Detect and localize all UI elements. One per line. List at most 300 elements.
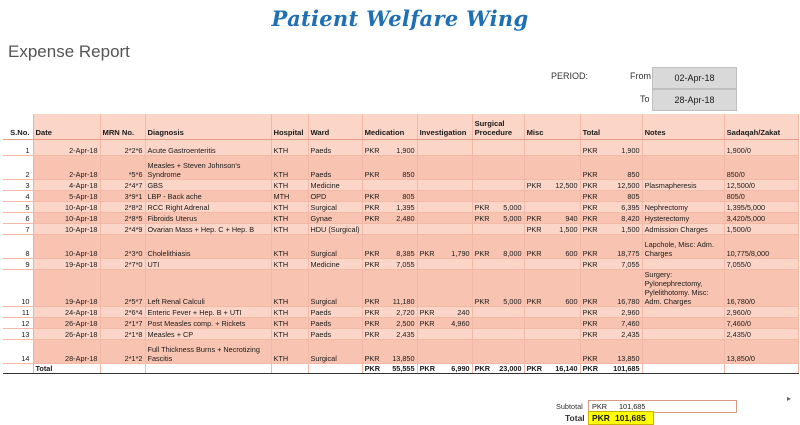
notes-cell[interactable] [642,155,724,179]
notes-cell[interactable] [642,234,724,258]
total-cell-amount [583,225,640,234]
total-cell-amount [583,249,640,258]
misc-cell[interactable] [524,258,580,269]
sadaqah-zakat-cell[interactable] [724,306,798,317]
sno-cell[interactable] [3,339,33,363]
misc-cell[interactable] [524,139,580,155]
ward-cell[interactable] [308,317,362,328]
sno-cell[interactable] [3,269,33,306]
investigation-cell[interactable] [417,269,472,306]
total-cell-value: 1,900 [621,145,640,155]
total-cell-value: 850 [627,169,640,179]
sno-cell[interactable] [3,234,33,258]
sadaqah-zakat-cell-text: 2,960/0 [726,307,751,317]
column-header[interactable]: Medication [362,114,417,139]
hospital-cell[interactable] [271,258,308,269]
total-cell[interactable] [580,190,642,201]
total-cell-amount [583,146,640,155]
column-header[interactable]: S.No. [3,114,33,139]
medication-cell[interactable] [362,306,417,317]
ward-cell[interactable] [308,190,362,201]
date-cell[interactable] [33,339,100,363]
hospital-cell[interactable] [271,212,308,223]
surgical-cell[interactable] [472,258,524,269]
diagnosis-cell[interactable] [145,179,271,190]
column-header[interactable]: Investigation [417,114,472,139]
surgical-cell[interactable] [472,190,524,201]
totals-empty [308,363,362,373]
date-cell[interactable] [33,258,100,269]
surgical-cell-value: 5,000 [503,213,522,223]
column-header[interactable]: Date [33,114,100,139]
medication-cell[interactable] [362,339,417,363]
diagnosis-cell[interactable] [145,212,271,223]
diagnosis-cell-text: Fibroids Uterus [147,213,197,223]
hospital-cell[interactable] [271,201,308,212]
table-row[interactable] [3,212,798,223]
notes-cell[interactable] [642,317,724,328]
ward-cell[interactable] [308,139,362,155]
investigation-cell[interactable] [417,155,472,179]
medication-cell[interactable] [362,328,417,339]
hospital-cell[interactable] [271,234,308,258]
ward-cell[interactable] [308,223,362,234]
sadaqah-zakat-cell-text: 1,900/0 [726,145,751,155]
total-cell[interactable] [580,223,642,234]
ward-cell[interactable] [308,258,362,269]
column-header[interactable]: Diagnosis [145,114,271,139]
column-header[interactable]: Sadaqah/Zakat [724,114,798,139]
currency-label: PKR [526,224,542,234]
hospital-cell[interactable] [271,179,308,190]
total-cell-amount [583,319,640,328]
sno-cell[interactable] [3,223,33,234]
hospital-cell-text: KTH [273,318,289,328]
surgical-cell[interactable] [472,317,524,328]
totals-surgical[interactable] [472,363,524,373]
grand-total-value: 101,685 [615,413,646,423]
table-row[interactable] [3,258,798,269]
medication-cell[interactable] [362,223,417,234]
ward-cell[interactable] [308,155,362,179]
investigation-cell[interactable] [417,234,472,258]
hospital-cell[interactable] [271,269,308,306]
investigation-cell[interactable] [417,201,472,212]
notes-cell[interactable] [642,201,724,212]
notes-cell[interactable] [642,190,724,201]
sadaqah-zakat-cell[interactable] [724,155,798,179]
surgical-cell-amount [475,249,522,258]
investigation-cell[interactable] [417,317,472,328]
mrn-cell[interactable] [100,306,145,317]
investigation-cell[interactable] [417,306,472,317]
surgical-cell[interactable] [472,234,524,258]
currency-label: PKR [582,296,598,306]
diagnosis-cell-text: RCC Right Adrenal [147,202,210,212]
misc-cell-amount [527,181,578,190]
notes-cell[interactable] [642,139,724,155]
sadaqah-zakat-cell[interactable] [724,234,798,258]
investigation-cell[interactable] [417,139,472,155]
mrn-cell[interactable] [100,269,145,306]
table-row[interactable] [3,190,798,201]
surgical-cell[interactable] [472,155,524,179]
notes-cell[interactable] [642,258,724,269]
from-date-cell[interactable]: 02-Apr-18 [652,67,737,89]
misc-cell[interactable] [524,317,580,328]
date-cell[interactable] [33,212,100,223]
date-cell[interactable] [33,328,100,339]
sno-cell-text: 7 [25,224,30,234]
date-cell-text: 26-Apr-18 [65,318,98,328]
date-cell[interactable] [33,201,100,212]
column-header[interactable]: Total [580,114,642,139]
ward-cell[interactable] [308,212,362,223]
total-cell-value: 1,500 [621,224,640,234]
investigation-cell[interactable] [417,258,472,269]
diagnosis-cell[interactable] [145,201,271,212]
ward-cell[interactable] [308,234,362,258]
mrn-cell[interactable] [100,234,145,258]
column-header[interactable]: Notes [642,114,724,139]
sadaqah-zakat-cell[interactable] [724,179,798,190]
totals-investigation[interactable] [417,363,472,373]
diagnosis-cell[interactable] [145,258,271,269]
mrn-cell-text: 2*4*9 [124,224,143,234]
date-cell[interactable] [33,139,100,155]
column-header[interactable]: Hospital [271,114,308,139]
misc-cell[interactable] [524,306,580,317]
sadaqah-zakat-cell[interactable] [724,139,798,155]
total-cell[interactable] [580,258,642,269]
sadaqah-zakat-cell[interactable] [724,339,798,363]
hospital-cell[interactable] [271,339,308,363]
currency-label: PKR [582,180,598,190]
hospital-cell[interactable] [271,328,308,339]
medication-cell[interactable] [362,155,417,179]
notes-cell[interactable] [642,328,724,339]
sno-cell[interactable] [3,155,33,179]
medication-cell-amount [365,214,415,223]
notes-cell[interactable] [642,212,724,223]
sadaqah-zakat-cell-text: 805/0 [726,191,745,201]
currency-label: PKR [419,363,435,373]
currency-label: PKR [582,329,598,339]
investigation-cell[interactable] [417,328,472,339]
hospital-cell-text: KTH [273,145,289,155]
ward-cell-text: Paeds [310,318,332,328]
investigation-cell[interactable] [417,223,472,234]
surgical-cell[interactable] [472,179,524,190]
mrn-cell[interactable] [100,190,145,201]
scroll-right-icon[interactable]: ▸ [787,394,792,403]
totals-medication[interactable] [362,363,417,373]
date-cell[interactable] [33,269,100,306]
date-cell[interactable] [33,317,100,328]
ward-cell[interactable] [308,339,362,363]
sno-cell[interactable] [3,139,33,155]
ward-cell[interactable] [308,269,362,306]
hospital-cell[interactable] [271,190,308,201]
totals-total[interactable] [580,363,642,373]
date-cell-text: 19-Apr-18 [65,259,98,269]
total-cell-amount [583,260,640,269]
total-cell[interactable] [580,139,642,155]
surgical-cell[interactable] [472,328,524,339]
column-header[interactable]: MRN No. [100,114,145,139]
mrn-cell[interactable] [100,155,145,179]
medication-cell[interactable] [362,317,417,328]
diagnosis-cell[interactable] [145,139,271,155]
date-cell-text: 28-Apr-18 [65,353,98,363]
surgical-cell[interactable] [472,306,524,317]
hospital-cell[interactable] [271,317,308,328]
investigation-cell-amount [420,319,470,328]
mrn-cell[interactable] [100,179,145,190]
total-cell[interactable] [580,212,642,223]
misc-cell[interactable] [524,328,580,339]
currency-label: PKR [582,191,598,201]
medication-cell[interactable] [362,269,417,306]
subtotal-value: 101,685 [619,402,646,411]
hospital-cell-text: KTH [273,329,289,339]
medication-cell[interactable] [362,201,417,212]
sno-cell-text: 2 [25,169,30,179]
total-cell[interactable] [580,179,642,190]
total-cell[interactable] [580,234,642,258]
misc-cell[interactable] [524,201,580,212]
sadaqah-zakat-cell[interactable] [724,258,798,269]
mrn-cell[interactable] [100,258,145,269]
diagnosis-cell-text: Left Renal Calculi [147,296,205,306]
sadaqah-zakat-cell-text: 12,500/0 [726,180,755,190]
mrn-cell[interactable] [100,317,145,328]
sno-cell[interactable] [3,179,33,190]
medication-cell[interactable] [362,179,417,190]
misc-cell[interactable] [524,155,580,179]
sno-cell[interactable] [3,190,33,201]
sadaqah-zakat-cell[interactable] [724,190,798,201]
total-cell-value: 6,395 [621,202,640,212]
mrn-cell[interactable] [100,328,145,339]
total-cell[interactable] [580,328,642,339]
diagnosis-cell[interactable] [145,317,271,328]
totals-row [3,363,798,373]
ward-cell-text: Surgical [310,296,337,306]
currency-label: PKR [419,318,435,328]
mrn-cell[interactable] [100,339,145,363]
date-cell[interactable] [33,190,100,201]
table-row[interactable] [3,234,798,258]
notes-cell-text: Hysterectomy [644,213,690,223]
sadaqah-zakat-cell[interactable] [724,212,798,223]
currency-label: PKR [364,259,380,269]
sadaqah-zakat-cell[interactable] [724,317,798,328]
investigation-cell[interactable] [417,212,472,223]
sno-cell-text: 9 [25,259,30,269]
total-cell-value: 805 [627,191,640,201]
column-header[interactable]: Ward [308,114,362,139]
sadaqah-zakat-cell-text: 13,850/0 [726,353,755,363]
mrn-cell-text: 2*2*6 [124,145,143,155]
column-header[interactable]: Misc [524,114,580,139]
misc-cell[interactable] [524,339,580,363]
totals-empty [642,363,724,373]
total-cell[interactable] [580,306,642,317]
totals-medication-amount [365,364,415,373]
misc-cell[interactable] [524,190,580,201]
investigation-cell[interactable] [417,179,472,190]
hospital-cell[interactable] [271,223,308,234]
medication-cell[interactable] [362,258,417,269]
currency-label: PKR [526,363,542,373]
medication-cell-amount [365,308,415,317]
diagnosis-cell-text: Measles + Steven Johnson's Syndrome [147,160,241,179]
surgical-cell[interactable] [472,339,524,363]
notes-cell[interactable] [642,179,724,190]
page-subtitle: Expense Report [8,42,130,61]
ward-cell-text: Paeds [310,329,332,339]
surgical-cell[interactable] [472,139,524,155]
totals-blank [3,363,33,373]
sadaqah-zakat-cell[interactable] [724,223,798,234]
medication-cell-amount [365,170,415,179]
diagnosis-cell[interactable] [145,190,271,201]
table-row[interactable] [3,339,798,363]
mrn-cell[interactable] [100,201,145,212]
table-row[interactable] [3,306,798,317]
sno-cell[interactable] [3,306,33,317]
mrn-cell[interactable] [100,139,145,155]
ward-cell[interactable] [308,328,362,339]
total-cell-amount [583,192,640,201]
notes-cell[interactable] [642,306,724,317]
date-cell[interactable] [33,306,100,317]
mrn-cell-text: 2*7*0 [124,259,143,269]
notes-cell-text: Plasmapheresis [644,180,697,190]
date-cell[interactable] [33,179,100,190]
diagnosis-cell[interactable] [145,234,271,258]
total-cell[interactable] [580,201,642,212]
date-cell[interactable] [33,223,100,234]
notes-cell[interactable] [642,269,724,306]
sno-cell[interactable] [3,328,33,339]
date-cell[interactable] [33,234,100,258]
diagnosis-cell[interactable] [145,339,271,363]
surgical-cell[interactable] [472,212,524,223]
total-cell-value: 2,960 [621,307,640,317]
hospital-cell-text: KTH [273,213,289,223]
sadaqah-zakat-cell[interactable] [724,269,798,306]
notes-cell[interactable] [642,223,724,234]
ward-cell-text: Paeds [310,307,332,317]
medication-cell-value: 850 [402,169,415,179]
table-row[interactable] [3,223,798,234]
misc-cell[interactable] [524,179,580,190]
investigation-cell[interactable] [417,339,472,363]
sno-cell[interactable] [3,258,33,269]
diagnosis-cell[interactable] [145,223,271,234]
sno-cell-text: 12 [21,318,30,328]
mrn-cell[interactable] [100,223,145,234]
hospital-cell-text: KTH [273,224,289,234]
sno-cell[interactable] [3,317,33,328]
sno-cell[interactable] [3,201,33,212]
diagnosis-cell-text: UTI [147,259,160,269]
currency-label: PKR [582,248,598,258]
medication-cell[interactable] [362,234,417,258]
notes-cell[interactable] [642,339,724,363]
surgical-cell[interactable] [472,269,524,306]
misc-cell[interactable] [524,212,580,223]
surgical-cell[interactable] [472,201,524,212]
ward-cell[interactable] [308,201,362,212]
mrn-cell-text: 2*4*7 [124,180,143,190]
mrn-cell[interactable] [100,212,145,223]
misc-cell-amount [527,297,578,306]
totals-misc[interactable] [524,363,580,373]
column-header[interactable]: Surgical Procedure [472,114,524,139]
table-row[interactable] [3,201,798,212]
diagnosis-cell-text: Measles + CP [147,329,194,339]
table-row[interactable] [3,139,798,155]
hospital-cell[interactable] [271,155,308,179]
diagnosis-cell[interactable] [145,328,271,339]
sadaqah-zakat-cell[interactable] [724,201,798,212]
hospital-cell-text: KTH [273,180,289,190]
medication-cell[interactable] [362,139,417,155]
investigation-cell-value: 1,790 [451,248,470,258]
diagnosis-cell[interactable] [145,155,271,179]
misc-cell[interactable] [524,234,580,258]
total-cell[interactable] [580,269,642,306]
table-row[interactable] [3,269,798,306]
sno-cell[interactable] [3,212,33,223]
medication-cell[interactable] [362,212,417,223]
table-row[interactable] [3,179,798,190]
total-cell[interactable] [580,317,642,328]
total-cell[interactable] [580,339,642,363]
surgical-cell[interactable] [472,223,524,234]
ward-cell[interactable] [308,179,362,190]
hospital-cell[interactable] [271,139,308,155]
grand-total-cell[interactable] [588,411,654,425]
diagnosis-cell[interactable] [145,269,271,306]
ward-cell[interactable] [308,306,362,317]
misc-cell-amount [527,225,578,234]
mrn-cell-text: 2*5*7 [124,296,143,306]
date-cell[interactable] [33,155,100,179]
hospital-cell[interactable] [271,306,308,317]
ward-cell-text: Paeds [310,169,332,179]
medication-cell-amount [365,319,415,328]
investigation-cell[interactable] [417,190,472,201]
sadaqah-zakat-cell[interactable] [724,328,798,339]
medication-cell-amount [365,354,415,363]
diagnosis-cell[interactable] [145,306,271,317]
to-date-cell[interactable]: 28-Apr-18 [652,89,737,111]
table-row[interactable] [3,328,798,339]
misc-cell[interactable] [524,269,580,306]
total-cell[interactable] [580,155,642,179]
misc-cell[interactable] [524,223,580,234]
table-row[interactable] [3,317,798,328]
medication-cell[interactable] [362,190,417,201]
ward-cell-text: Surgical [310,248,337,258]
hospital-cell-text: KTH [273,259,289,269]
table-row[interactable] [3,155,798,179]
currency-label: PKR [582,213,598,223]
